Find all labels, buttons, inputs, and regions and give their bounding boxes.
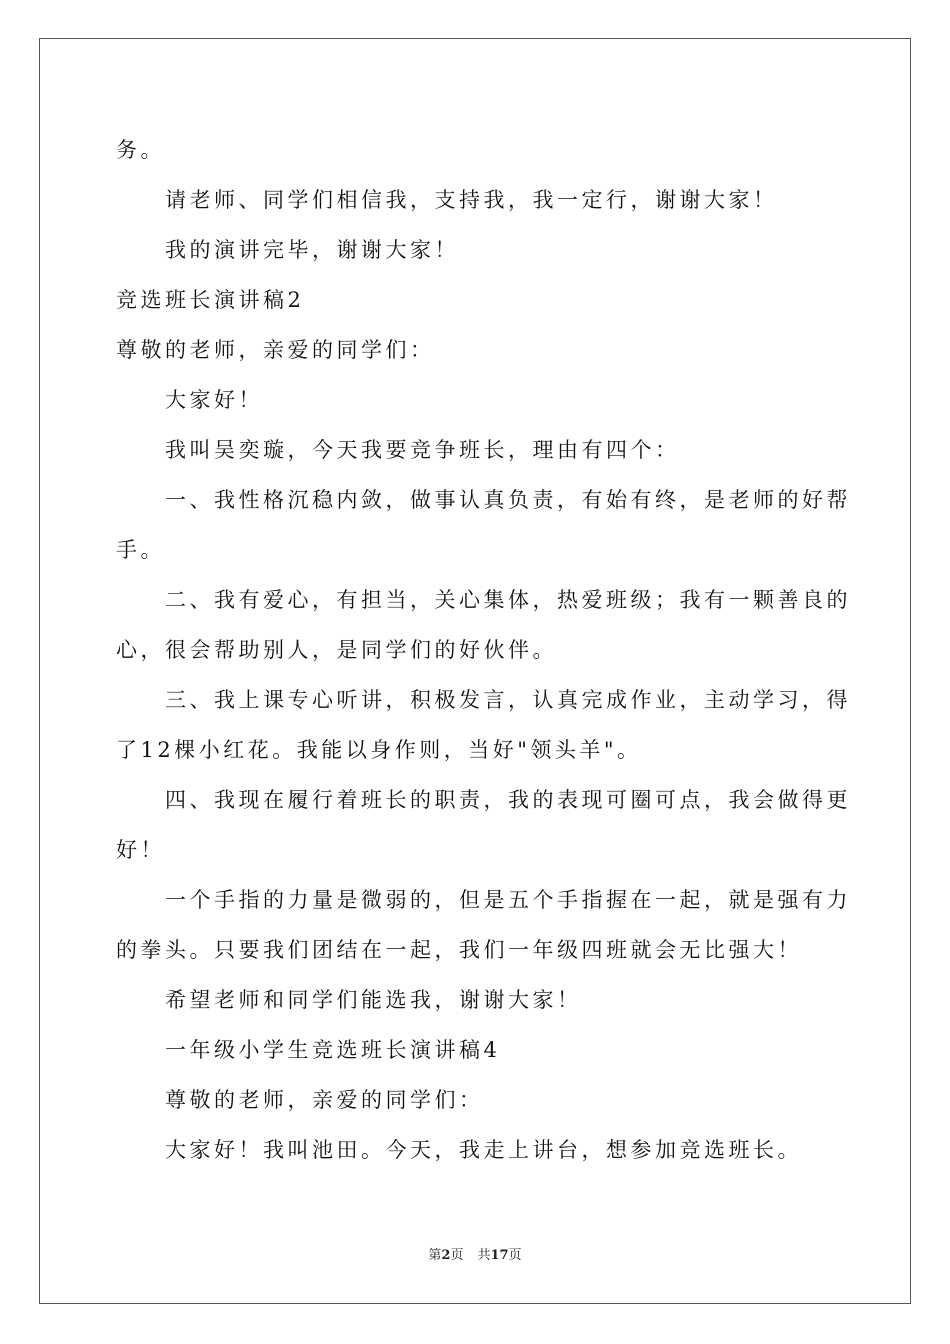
- total-unit: 页: [508, 1248, 522, 1263]
- current-page-number: 2: [441, 1248, 451, 1263]
- section-heading: 一年级小学生竞选班长演讲稿4: [165, 1038, 501, 1062]
- paragraph-line: 心，很会帮助别人，是同学们的好伙伴。: [116, 638, 557, 662]
- paragraph-line: 四、我现在履行着班长的职责，我的表现可圈可点，我会做得更: [165, 788, 851, 812]
- paragraph-line: 务。: [116, 138, 165, 162]
- paragraph-line: 一个手指的力量是微弱的，但是五个手指握在一起，就是强有力: [165, 888, 851, 912]
- paragraph-line: 我的演讲完毕，谢谢大家！: [165, 238, 459, 262]
- greeting: 大家好！: [165, 388, 263, 412]
- section-heading: 竞选班长演讲稿2: [116, 288, 305, 312]
- total-page-count: 17: [490, 1248, 509, 1263]
- paragraph-line: 一、我性格沉稳内敛，做事认真负责，有始有终，是老师的好帮: [165, 488, 851, 512]
- paragraph-line: 了12棵小红花。我能以身作则，当好"领头羊"。: [116, 738, 642, 762]
- paragraph-line: 三、我上课专心听讲，积极发言，认真完成作业，主动学习，得: [165, 688, 851, 712]
- paragraph-line: 的拳头。只要我们团结在一起，我们一年级四班就会无比强大！: [116, 938, 802, 962]
- paragraph-line: 我叫吴奕璇，今天我要竞争班长，理由有四个：: [165, 438, 680, 462]
- total-prefix: 共: [477, 1248, 491, 1263]
- salutation: 尊敬的老师，亲爱的同学们：: [165, 1088, 484, 1112]
- paragraph-line: 大家好！我叫池田。今天，我走上讲台，想参加竞选班长。: [165, 1138, 802, 1162]
- paragraph-line: 二、我有爱心，有担当，关心集体，热爱班级；我有一颗善良的: [165, 588, 851, 612]
- paragraph-line: 手。: [116, 538, 165, 562]
- paragraph-line: 好！: [116, 838, 165, 862]
- paragraph-line: 请老师、同学们相信我，支持我，我一定行，谢谢大家！: [165, 188, 778, 212]
- page-footer: [0, 1247, 950, 1265]
- salutation: 尊敬的老师，亲爱的同学们：: [116, 338, 435, 362]
- page-prefix: 第: [428, 1248, 442, 1263]
- page-unit: 页: [450, 1248, 464, 1263]
- paragraph-line: 希望老师和同学们能选我，谢谢大家！: [165, 988, 582, 1012]
